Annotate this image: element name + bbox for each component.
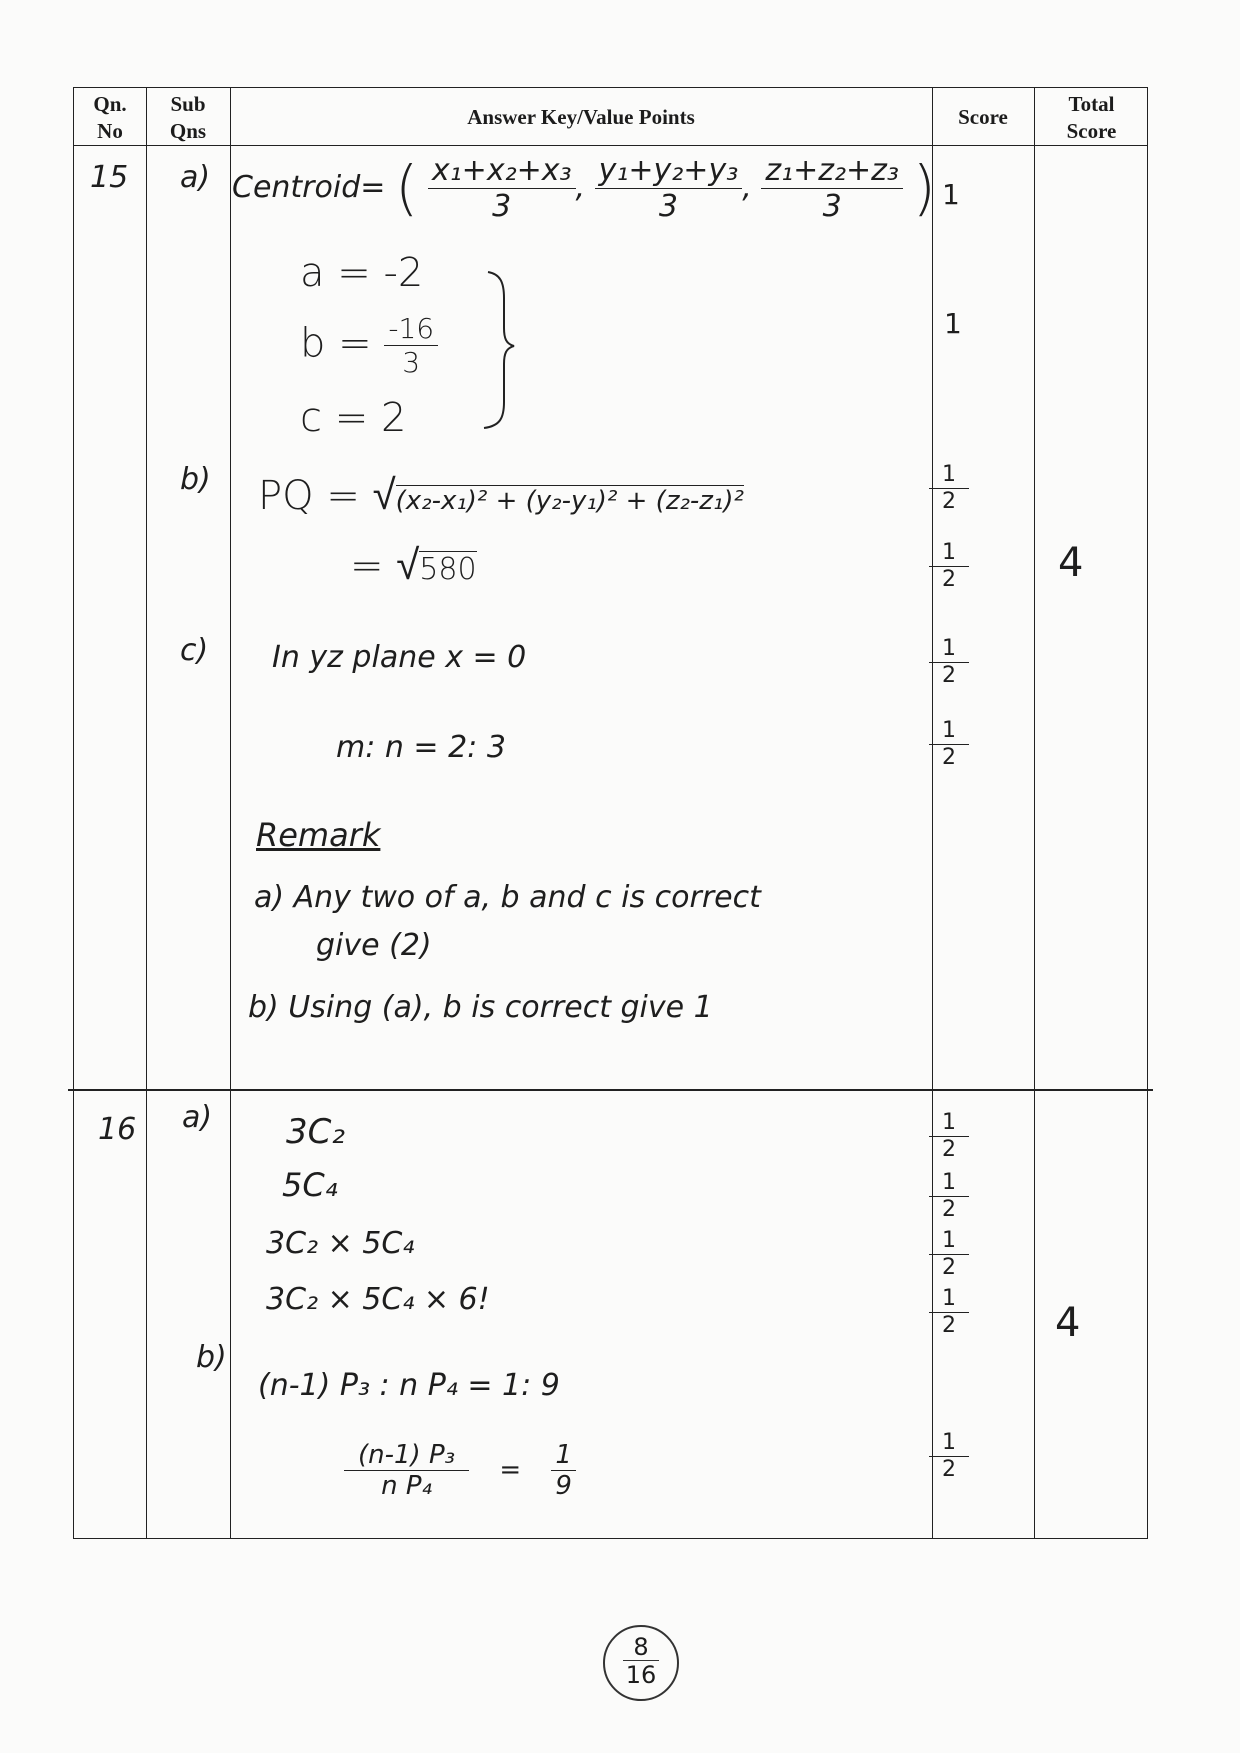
header-qn-no: Qn. No [93, 92, 127, 143]
distance-result: = √580 [350, 540, 477, 589]
score-half: 1 2 [929, 1170, 969, 1223]
centroid-y: $\frac{\text{y₁+y₂+y₃}}{3}$ [595, 153, 743, 224]
sub-question-label: c) [180, 633, 209, 668]
header-divider [74, 145, 1147, 146]
value-a: a = -2 [300, 250, 424, 296]
header-sub-qns: Sub Qns [169, 92, 207, 143]
col-divider [230, 88, 231, 1538]
remark-line: give (2) [316, 928, 432, 963]
permutation-fraction: $\frac{\text{(n-1) P₃}}{\text{n P₄}}$ = $\frac{1}{9}$ [344, 1440, 576, 1501]
score-half: 1 2 [929, 1430, 969, 1483]
question-number: 16 [98, 1112, 137, 1147]
combination-line: 3C₂ × 5C₄ [266, 1226, 415, 1261]
score-half: 1 2 [929, 1286, 969, 1339]
curly-brace [470, 268, 520, 432]
score-half: 1 2 [929, 1228, 969, 1281]
centroid-z: $\frac{\text{z₁+z₂+z₃}}{3}$ [761, 153, 903, 224]
question-number: 15 [90, 160, 129, 195]
header-score: Score [958, 105, 1008, 129]
value-c: c = 2 [300, 395, 407, 441]
combination-line: 5C₄ [282, 1166, 338, 1204]
remark-line: b) Using (a), b is correct give 1 [248, 990, 713, 1025]
score-half: 1 2 [929, 718, 969, 771]
score-half: 1 2 [929, 462, 969, 515]
col-divider [1034, 88, 1035, 1538]
value-b: b = $\frac{-16}{3}$ [300, 312, 438, 379]
page-number: 8 16 [603, 1625, 679, 1701]
sub-question-label: a) [182, 1100, 213, 1135]
col-divider [146, 88, 147, 1538]
score-half: 1 2 [929, 540, 969, 593]
ratio-result: m: n = 2: 3 [336, 730, 506, 765]
header-total-score: Total Score [1066, 92, 1117, 143]
score-half: 1 2 [929, 636, 969, 689]
score-value: 1 [942, 178, 960, 211]
combination-line: 3C₂ × 5C₄ × 6! [266, 1282, 490, 1317]
header-answer-key: Answer Key/Value Points [467, 105, 695, 129]
distance-formula: PQ = √(x₂-x₁)² + (y₂-y₁)² + (z₂-z₁)² [258, 470, 744, 519]
row-divider [68, 1089, 1153, 1091]
score-half: 1 2 [929, 1110, 969, 1163]
combination-line: 3C₂ [286, 1112, 346, 1152]
yz-plane-condition: In yz plane x = 0 [272, 640, 527, 675]
sub-question-label: a) [180, 160, 211, 195]
sub-question-label: b) [196, 1340, 227, 1375]
total-score: 4 [1055, 1300, 1081, 1346]
remark-title: Remark [256, 816, 381, 854]
total-score: 4 [1058, 540, 1084, 586]
sub-question-label: b) [180, 462, 211, 497]
centroid-label: Centroid= [232, 170, 386, 205]
answer-key-table [73, 87, 1148, 1539]
permutation-ratio: (n-1) P₃ : n P₄ = 1: 9 [258, 1368, 560, 1403]
score-value: 1 [944, 307, 962, 340]
centroid-x: $\frac{\text{x₁+x₂+x₃}}{3}$ [428, 153, 576, 224]
centroid-formula: Centroid= ( $\frac{\text{x₁+x₂+x₃}}{3}$ , $\frac{\text{y₁+y₂+y₃}}{3}$ , $\frac{\text{z₁+z₂+z₃}}{3}$ ) [232, 153, 936, 224]
remark-line: a) Any two of a, b and c is correct [254, 880, 761, 915]
